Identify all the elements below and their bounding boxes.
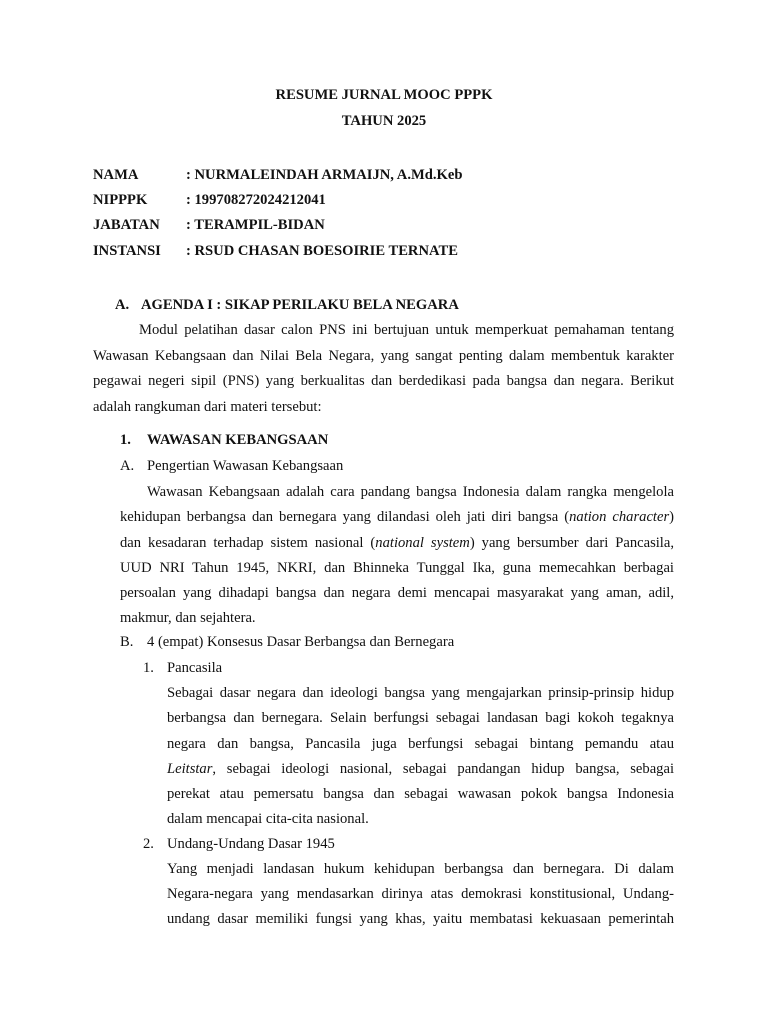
section-number: 1.: [120, 432, 131, 448]
document-title: RESUME JURNAL MOOC PPPK: [275, 87, 493, 103]
list-item-line: Leitstar, sebagai ideologi nasional, sebagai pandangan hidup bangsa, sebagai: [167, 761, 674, 777]
identity-label-jabatan: JABATAN: [93, 217, 160, 233]
list-item-line: Negara-negara yang mendasarkan dirinya atas demokrasi konstitusional, Undang-: [167, 886, 674, 902]
agenda-intro-line: pegawai negeri sipil (PNS) yang berkualitas dan berdedikasi pada bangsa dan negara. Berikut: [93, 373, 674, 389]
subsection-a-line: Wawasan Kebangsaan adalah cara pandang bangsa Indonesia dalam rangka mengelola: [147, 484, 674, 500]
list-item-number: 2.: [143, 836, 154, 852]
identity-label-instansi: INSTANSI: [93, 243, 161, 259]
subsection-b-title: 4 (empat) Konsesus Dasar Berbangsa dan Bernegara: [147, 634, 455, 650]
subsection-a-line: UUD NRI Tahun 1945, NKRI, dan Bhinneka Tunggal Ika, guna memecahkan berbagai: [120, 560, 674, 576]
subsection-a-letter: A.: [120, 458, 135, 474]
list-item-line: Yang menjadi landasan hukum kehidupan berbangsa dan bernegara. Di dalam: [167, 861, 674, 877]
identity-value-instansi: : RSUD CHASAN BOESOIRIE TERNATE: [186, 243, 458, 259]
agenda-intro-line: Modul pelatihan dasar calon PNS ini bertujuan untuk memperkuat pemahaman tentang: [139, 322, 674, 338]
identity-label-nama: NAMA: [93, 167, 139, 183]
subsection-a-line: kehidupan berbangsa dan bernegara yang dilandasi oleh jati diri bangsa (nation character): [120, 509, 675, 525]
list-item-line: dalam mencapai cita-cita nasional.: [167, 811, 369, 827]
identity-value-nama: : NURMALEINDAH ARMAIJN, A.Md.Keb: [186, 167, 463, 183]
list-item-line: berbangsa dan bernegara. Selain berfungsi sebagai landasan bagi kokoh tegaknya: [167, 710, 674, 726]
agenda-intro-line: Wawasan Kebangsaan dan Nilai Bela Negara, yang sangat penting dalam membentuk karakter: [93, 348, 674, 364]
identity-value-nipppk: : 199708272024212041: [186, 192, 326, 208]
subsection-b-letter: B.: [120, 634, 134, 650]
agenda-intro-line: adalah rangkuman dari materi tersebut:: [93, 399, 322, 415]
agenda-letter: A.: [115, 297, 130, 313]
list-item-line: undang dasar memiliki fungsi yang khas, yaitu membatasi kekuasaan pemerintah: [167, 911, 674, 927]
list-item-number: 1.: [143, 660, 154, 676]
identity-value-jabatan: : TERAMPIL-BIDAN: [186, 217, 325, 233]
document-year: TAHUN 2025: [341, 113, 427, 129]
subsection-a-title: Pengertian Wawasan Kebangsaan: [147, 458, 344, 474]
agenda-title: AGENDA I : SIKAP PERILAKU BELA NEGARA: [141, 297, 459, 313]
list-item-line: negara dan bangsa, Pancasila juga berfungsi sebagai bintang pemandu atau: [167, 736, 674, 752]
list-item-line: perekat atau pemersatu bangsa dan sebagai wawasan pokok bangsa Indonesia: [167, 786, 674, 802]
list-item-line: Sebagai dasar negara dan ideologi bangsa yang mengajarkan prinsip-prinsip hidup: [167, 685, 674, 701]
subsection-a-line: persoalan yang dihadapi bangsa dan negara demi mencapai masyarakat yang aman, adil,: [120, 585, 674, 601]
subsection-a-line: dan kesadaran terhadap sistem nasional (national system) yang bersumber dari Pancasila,: [120, 535, 674, 551]
subsection-a-line: makmur, dan sejahtera.: [120, 610, 256, 626]
section-title: WAWASAN KEBANGSAAN: [147, 432, 329, 448]
list-item-title: Pancasila: [167, 660, 223, 676]
list-item-title: Undang-Undang Dasar 1945: [167, 836, 335, 852]
identity-label-nipppk: NIPPPK: [93, 192, 148, 208]
